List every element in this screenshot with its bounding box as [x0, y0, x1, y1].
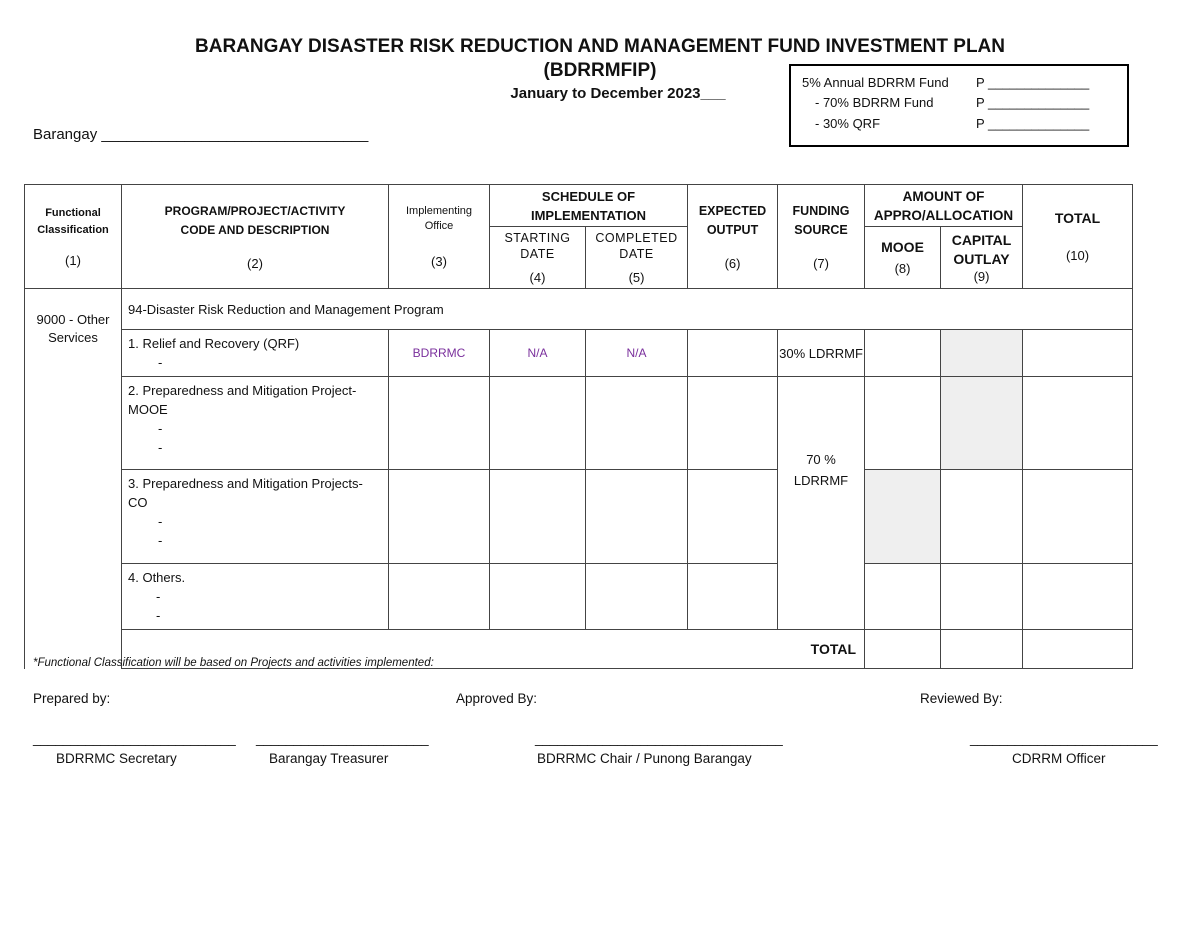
signature-line-chair: _________________________________ — [535, 731, 783, 746]
row-prep-co-total — [1023, 470, 1133, 564]
row-prep-co-end — [586, 470, 688, 564]
program-row: 94-Disaster Risk Reduction and Management Program — [122, 289, 1133, 330]
row-prep-mooe-end — [586, 377, 688, 470]
row-prep-funding: 70 % LDRRMF — [778, 377, 865, 564]
total-total — [1023, 630, 1133, 669]
signature-line-secretary: ___________________________ — [33, 731, 236, 746]
row-relief-office: BDRRMC — [389, 330, 490, 377]
fund-summary-box: 5% Annual BDRRM Fund P ______________ - 70% BDRRM Fund P ______________ - 30% QRF P ______________ — [789, 64, 1129, 147]
row-relief-total — [1023, 330, 1133, 377]
row-others-output — [688, 564, 778, 630]
row-relief-funding: 30% LDRRMF — [778, 330, 865, 377]
row-others-total — [1023, 564, 1133, 630]
row-others: 4. Others. - - — [122, 564, 389, 630]
header-total: TOTAL (10) — [1023, 185, 1133, 289]
header-completed: COMPLETED DATE (5) — [586, 227, 688, 289]
header-schedule: SCHEDULE OF IMPLEMENTATION — [490, 185, 688, 227]
row-prep-co-mooe — [865, 470, 941, 564]
classification-cell: 9000 - Other Services — [25, 289, 122, 669]
signature-line-cdrrm: _________________________ — [970, 731, 1158, 746]
header-mooe: MOOE (8) — [865, 227, 941, 289]
header-funding: FUNDING SOURCE (7) — [778, 185, 865, 289]
row-relief-capital — [941, 330, 1023, 377]
total-label: TOTAL — [122, 630, 865, 669]
row-prep-mooe-capital — [941, 377, 1023, 470]
prepared-by-label: Prepared by: — [33, 691, 111, 706]
row-prep-mooe-office — [389, 377, 490, 470]
role-cdrrm: CDRRM Officer — [1012, 751, 1106, 766]
row-prep-co-output — [688, 470, 778, 564]
row-others-mooe — [865, 564, 941, 630]
role-treasurer: Barangay Treasurer — [269, 751, 389, 766]
header-expected: EXPECTED OUTPUT (6) — [688, 185, 778, 289]
row-relief-end: N/A — [586, 330, 688, 377]
row-prep-mooe-mooe — [865, 377, 941, 470]
row-relief: 1. Relief and Recovery (QRF) - — [122, 330, 389, 377]
barangay-field: Barangay ________________________________ — [33, 126, 369, 143]
row-relief-output — [688, 330, 778, 377]
row-relief-start: N/A — [490, 330, 586, 377]
header-starting: STARTING DATE (4) — [490, 227, 586, 289]
document-subtitle: (BDRRMFIP) — [543, 60, 657, 81]
row-others-end — [586, 564, 688, 630]
row-others-office — [389, 564, 490, 630]
row-prep-mooe-total — [1023, 377, 1133, 470]
row-relief-mooe — [865, 330, 941, 377]
signature-line-treasurer: _______________________ — [256, 731, 429, 746]
document-period: January to December 2023___ — [510, 85, 726, 102]
header-amount: AMOUNT OF APPRO/ALLOCATION — [865, 185, 1023, 227]
approved-by-label: Approved By: — [456, 691, 538, 706]
reviewed-by-label: Reviewed By: — [920, 691, 1003, 706]
role-secretary: BDRRMC Secretary — [56, 751, 177, 766]
row-prep-co-office — [389, 470, 490, 564]
row-prep-mooe-start — [490, 377, 586, 470]
row-others-start — [490, 564, 586, 630]
header-capital: CAPITAL OUTLAY (9) — [941, 227, 1023, 289]
footnote: *Functional Classification will be based on Projects and activities implemented: — [33, 657, 434, 669]
row-prep-co: 3. Preparedness and Mitigation Projects- CO - - — [122, 470, 389, 564]
row-others-capital — [941, 564, 1023, 630]
header-functional: Functional Classification (1) — [25, 185, 122, 289]
row-prep-mooe-output — [688, 377, 778, 470]
total-mooe — [865, 630, 941, 669]
document-title: BARANGAY DISASTER RISK REDUCTION AND MANAGEMENT FUND INVESTMENT PLAN — [195, 36, 1005, 57]
header-office: Implementing Office (3) — [389, 185, 490, 289]
investment-plan-table — [24, 184, 1133, 669]
row-prep-co-capital — [941, 470, 1023, 564]
row-prep-mooe: 2. Preparedness and Mitigation Project-MOOE - - — [122, 377, 389, 470]
total-capital — [941, 630, 1023, 669]
header-ppa: PROGRAM/PROJECT/ACTIVITY CODE AND DESCRIPTION (2) — [122, 185, 389, 289]
row-others-funding — [778, 564, 865, 630]
row-prep-co-start — [490, 470, 586, 564]
role-chair: BDRRMC Chair / Punong Barangay — [537, 751, 752, 766]
